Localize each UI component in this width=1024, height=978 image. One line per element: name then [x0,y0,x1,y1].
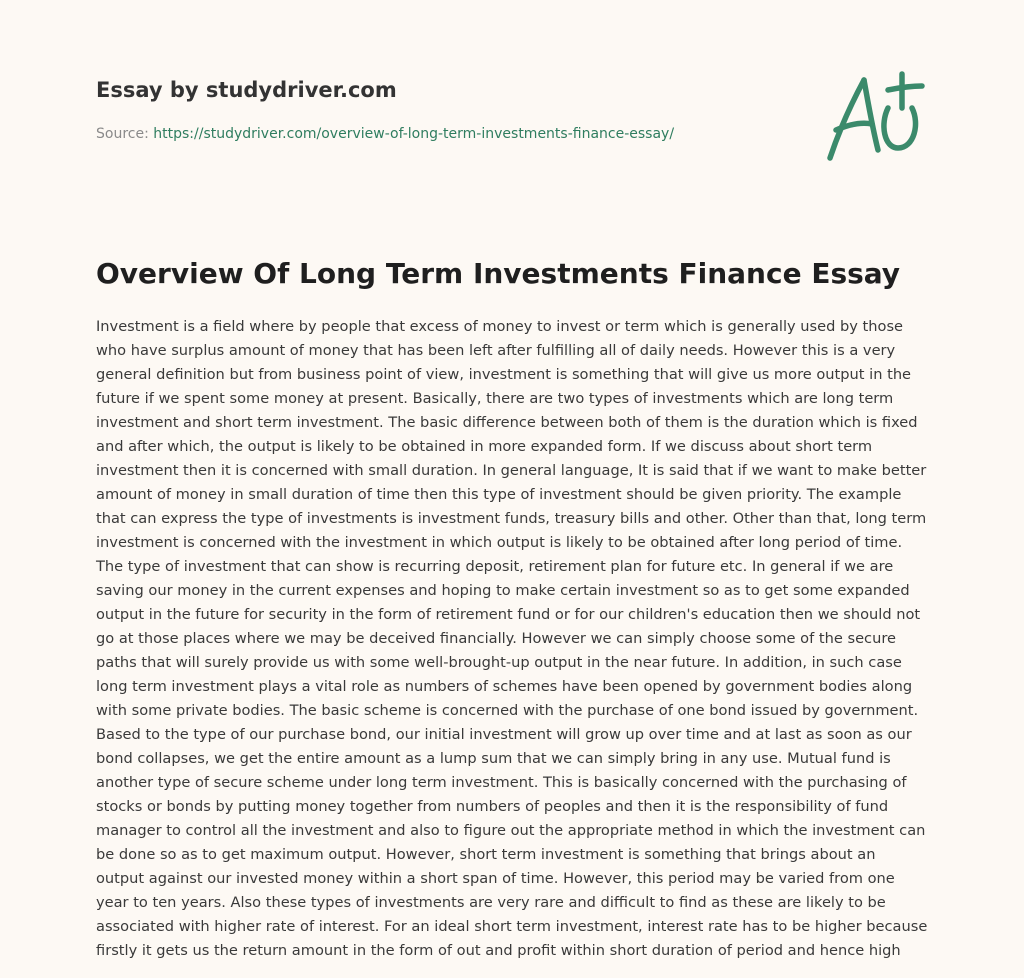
a-plus-grade-icon [822,68,926,164]
essay-title: Overview Of Long Term Investments Finance Essay [96,257,901,290]
source-label: Source: [96,126,149,142]
source-line [96,124,796,144]
essay-body: Investment is a field where by people that excess of money to invest or term which is generally used by those who have surplus amount of money that has been left after fulfilling all of daily needs. However this is a very general definition but from business point of view, investment is something that will give us more output in the future if we spent some money at present. Basically, there are two types of investments which are long term investment and short term investment. The basic difference between both of them is the duration which is fixed and after which, the output is likely to be obtained in more expanded form. If we discuss about short term investment then it is concerned with small duration. In general language, It is said that if we want to make better amount of money in small duration of time then this type of investment should be given priority. The example that can express the type of investments is investment funds, treasury bills and other. Other than that, long term investment is concerned with the investment in which output is likely to be obtained after long period of time. The type of investment that can show is recurring deposit, retirement plan for future etc. In general if we are saving our money in the current expenses and hoping to make certain investment so as to get some expanded output in the future for security in the form of retirement fund or for our children's education then we should not go at those places where we may be deceived financially. However we can simply choose some of the secure paths that will surely provide us with some well-brought-up output in the near future. In addition, in such case long term investment plays a vital role as numbers of schemes have been opened by government bodies along with some private bodies. The basic scheme is concerned with the purchase of one bond issued by government. Based to the type of our purchase bond, our initial investment will grow up over time and at last as soon as our bond collapses, we get the entire amount as a lump sum that we can simply bring in any use. Mutual fund is another type of secure scheme under long term investment. This is basically concerned with the purchasing of stocks or bonds by putting money together from numbers of peoples and then it is the responsibility of fund manager to control all the investment and also to figure out the appropriate method in which the investment can be done so as to get maximum output. However, short term investment is something that brings about an output against our invested money within a short span of time. However, this period may be varied from one year to ten years. Also these types of investments are very rare and difficult to find as these are likely to be associated with higher rate of interest. For an ideal short term investment, interest rate has to be higher because firstly it gets us the return amount in the form of out and profit within short duration of period and hence high [96,318,928,959]
page-header [96,76,796,144]
source-link[interactable]: https://studydriver.com/overview-of-long-term-investments-finance-essay/ [153,126,675,142]
site-title: Essay by studydriver.com [96,78,397,102]
